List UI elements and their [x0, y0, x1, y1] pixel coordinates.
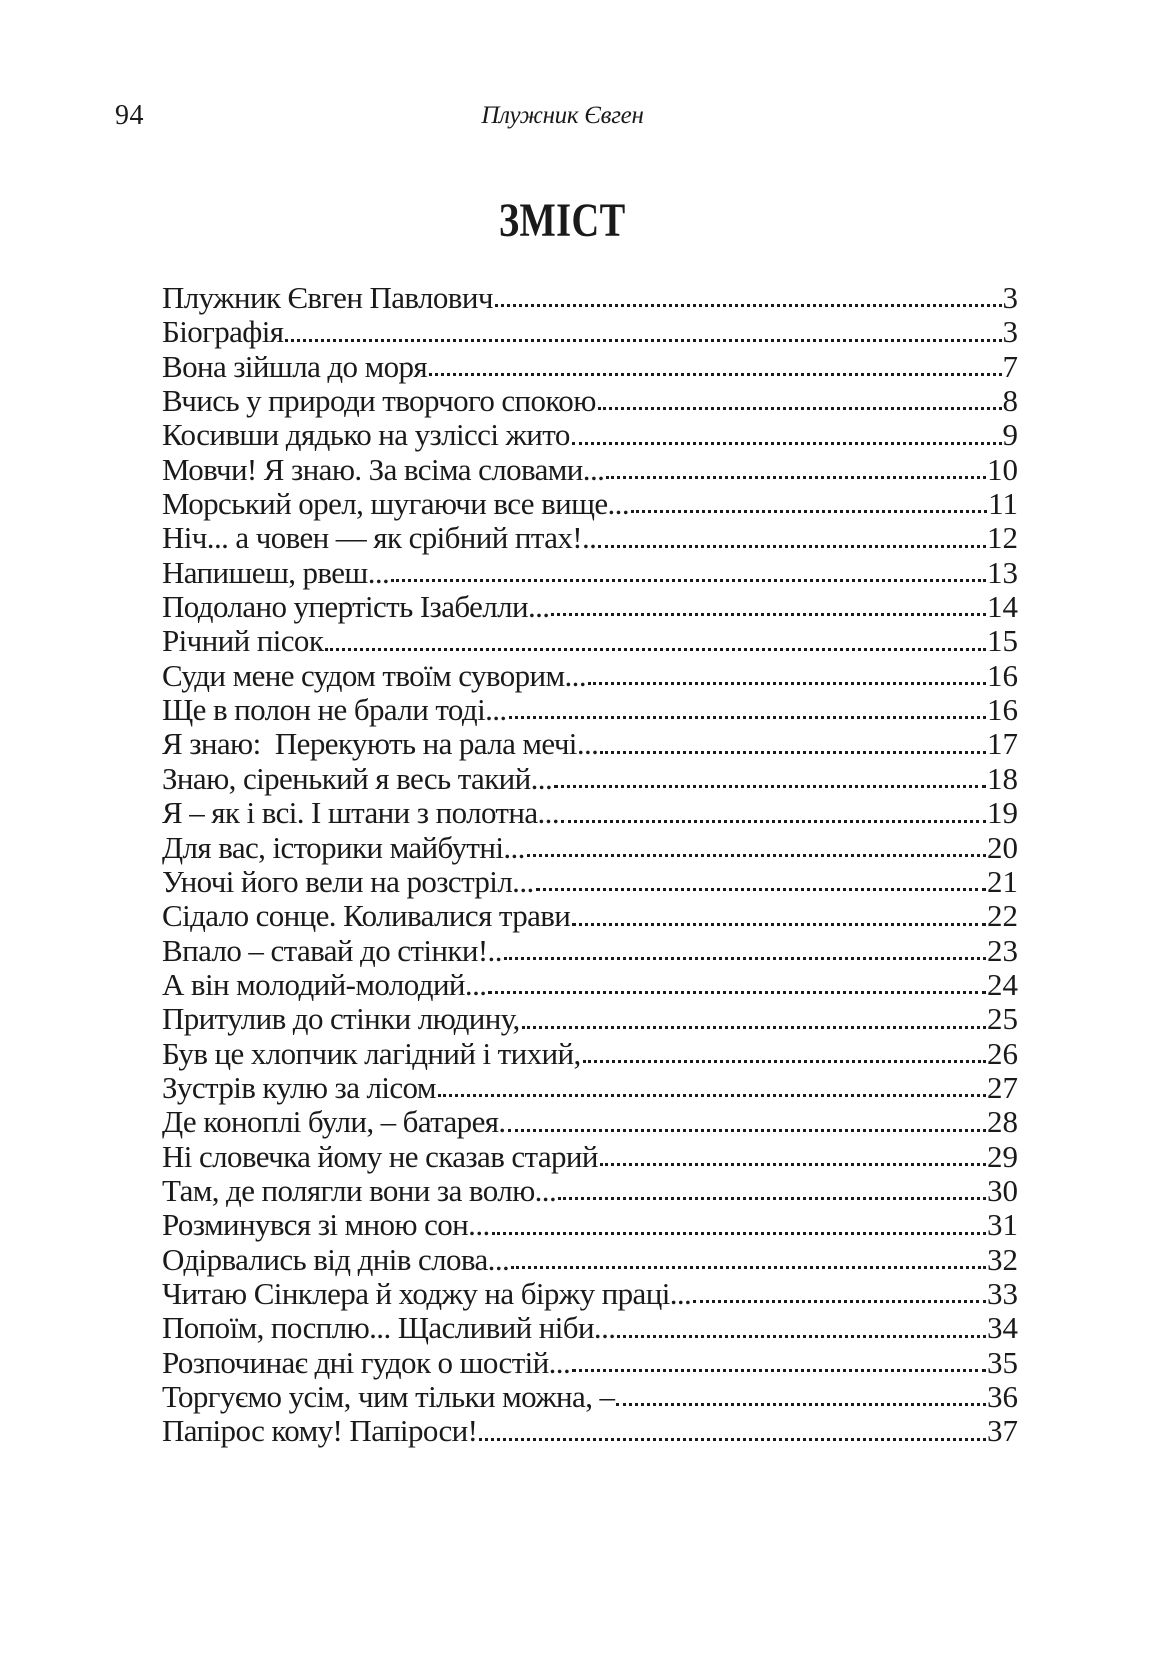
toc-list — [162, 281, 1018, 1449]
toc-entry-page: 11 — [988, 486, 1018, 522]
toc-heading — [162, 196, 962, 246]
dot-leader — [606, 476, 986, 479]
toc-entry-title: Торгуємо усім, чим тільки можна, – — [162, 1379, 615, 1414]
toc-entry-title: Сідало сонце. Коливалися трави — [162, 898, 571, 934]
toc-entry-title: Косивши дядько на узліссі жито — [162, 417, 570, 453]
toc-entry-title: Попоїм, посплю... Щасливий ніби... — [162, 1310, 616, 1346]
running-header — [115, 100, 1010, 136]
dot-leader — [598, 545, 986, 548]
toc-entry-title: Подолано упертість Ізабелли... — [162, 589, 550, 625]
toc-entry-page: 20 — [987, 829, 1018, 865]
toc-entry-title: Суди мене судом твоїм суворим... — [162, 657, 586, 693]
toc-entry-title: Я знаю: Перекують на рала мечі... — [162, 726, 599, 762]
toc-entry — [162, 968, 1018, 1002]
dot-leader — [572, 1369, 986, 1372]
toc-entry-title: Одірвались від днів слова... — [162, 1241, 510, 1277]
toc-entry-title: Читаю Сінклера й ходжу на біржу праці... — [162, 1275, 692, 1311]
toc-entry-page: 9 — [1002, 417, 1018, 453]
toc-entry-title: Там, де полягли вони за волю... — [162, 1172, 557, 1208]
toc-entry — [162, 1140, 1018, 1174]
dot-leader — [598, 407, 1002, 410]
toc-entry — [162, 1105, 1018, 1139]
toc-entry-page: 23 — [987, 932, 1018, 968]
dot-leader — [325, 648, 986, 651]
dot-leader — [588, 682, 986, 685]
toc-entry — [162, 831, 1018, 865]
running-title: Плужник Євген — [481, 102, 644, 129]
toc-entry-page: 16 — [987, 692, 1018, 728]
toc-entry-title: Притулив до стінки людину, — [162, 1001, 520, 1037]
toc-entry — [162, 1002, 1018, 1036]
dot-leader — [554, 785, 986, 788]
toc-entry-page: 25 — [987, 1001, 1018, 1037]
toc-entry-page: 32 — [987, 1241, 1018, 1277]
toc-entry — [162, 384, 1018, 418]
toc-entry — [162, 487, 1018, 521]
toc-entry — [162, 1346, 1018, 1380]
toc-entry-page: 21 — [987, 863, 1018, 899]
toc-entry — [162, 1414, 1018, 1448]
dot-leader — [536, 888, 986, 891]
toc-entry-page: 37 — [987, 1413, 1018, 1449]
dot-leader — [479, 1438, 986, 1441]
toc-entry-page: 36 — [987, 1379, 1018, 1414]
toc-entry-title: Для вас, історики майбутні... — [162, 829, 525, 865]
toc-entry-page: 10 — [987, 451, 1018, 487]
toc-entry-title: Вчись у природи творчого спокою — [162, 383, 596, 419]
toc-entry-title: А він молодий-молодий... — [162, 966, 487, 1002]
toc-entry — [162, 556, 1018, 590]
folio-page-number: 94 — [115, 100, 144, 131]
dot-leader — [504, 957, 986, 960]
toc-entry — [162, 590, 1018, 624]
toc-entry — [162, 659, 1018, 693]
toc-entry-page: 30 — [987, 1172, 1018, 1208]
dot-leader — [600, 1163, 986, 1166]
toc-entry-page: 29 — [987, 1138, 1018, 1174]
toc-entry-page: 28 — [987, 1104, 1018, 1140]
dot-leader — [509, 716, 986, 719]
dot-leader — [527, 854, 986, 857]
toc-entry-title: Напишеш, рвеш... — [162, 554, 390, 590]
toc-entry-title: Уночі його вели на розстріл... — [162, 863, 534, 899]
toc-entry-page: 31 — [987, 1207, 1018, 1243]
toc-entry-page: 18 — [987, 760, 1018, 796]
dot-leader — [551, 613, 986, 616]
toc-entry — [162, 1277, 1018, 1311]
toc-entry — [162, 1243, 1018, 1277]
toc-entry-title: Розминувся зі мною сон... — [162, 1207, 490, 1243]
toc-entry-page: 15 — [987, 623, 1018, 659]
toc-entry-page: 14 — [987, 589, 1018, 625]
dot-leader — [617, 1335, 986, 1338]
toc-entry-title: Був це хлопчик лагідний і тихий, — [162, 1035, 581, 1071]
dot-leader — [600, 751, 986, 754]
toc-entry — [162, 418, 1018, 452]
toc-entry-title: Плужник Євген Павлович — [162, 280, 493, 315]
toc-entry-title: Ще в полон не брали тоді... — [162, 692, 507, 728]
toc-entry-title: Знаю, сіренький я весь такий... — [162, 760, 553, 796]
dot-leader — [492, 1232, 986, 1235]
toc-entry-page: 22 — [987, 898, 1018, 934]
toc-heading-text: ЗМІСТ — [498, 194, 626, 247]
toc-entry-page: 24 — [987, 966, 1018, 1002]
toc-entry-title: Вона зійшла до моря — [162, 348, 428, 384]
dot-leader — [495, 304, 1002, 307]
dot-leader — [391, 579, 986, 582]
toc-entry-page: 13 — [987, 554, 1018, 590]
toc-entry-title: Мовчи! Я знаю. За всіма словами... — [162, 451, 605, 487]
toc-entry-page: 27 — [987, 1069, 1018, 1105]
dot-leader — [508, 1129, 986, 1132]
toc-entry — [162, 1311, 1018, 1345]
toc-entry — [162, 281, 1018, 315]
toc-entry-page: 34 — [987, 1310, 1018, 1346]
dot-leader — [572, 442, 1002, 445]
dot-leader — [285, 339, 1001, 342]
dot-leader — [631, 510, 987, 513]
toc-entry — [162, 315, 1018, 349]
toc-entry — [162, 521, 1018, 555]
toc-entry — [162, 1380, 1018, 1414]
toc-entry-title: Я – як і всі. І штани з полотна... — [162, 795, 559, 831]
toc-entry-title: Розпочинає дні гудок о шостій... — [162, 1344, 571, 1380]
dot-leader — [429, 373, 1001, 376]
toc-entry-page: 19 — [987, 795, 1018, 831]
toc-entry — [162, 899, 1018, 933]
toc-entry-page: 17 — [987, 726, 1018, 762]
toc-entry — [162, 865, 1018, 899]
toc-entry-page: 26 — [987, 1035, 1018, 1071]
toc-entry-title: Ніч... а човен — як срібний птах!.. — [162, 520, 597, 556]
toc-entry — [162, 1071, 1018, 1105]
dot-leader — [693, 1300, 986, 1303]
dot-leader — [572, 923, 986, 926]
toc-entry-title: Ні словечка йому не сказав старий — [162, 1138, 598, 1174]
toc-entry-page: 35 — [987, 1344, 1018, 1380]
toc-entry — [162, 624, 1018, 658]
dot-leader — [583, 1060, 986, 1063]
toc-entry-page: 3 — [1002, 280, 1018, 315]
dot-leader — [488, 991, 986, 994]
dot-leader — [561, 820, 986, 823]
toc-entry-title: Річний пісок — [162, 623, 324, 659]
toc-entry-title: Біографія — [162, 314, 284, 350]
toc-entry — [162, 934, 1018, 968]
dot-leader — [511, 1266, 986, 1269]
toc-entry-title: Зустрів кулю за лісом — [162, 1069, 436, 1105]
dot-leader — [522, 1026, 986, 1029]
toc-entry-title: Впало – ставай до стінки!.. — [162, 932, 502, 968]
toc-entry — [162, 350, 1018, 384]
dot-leader — [438, 1094, 986, 1097]
toc-entry — [162, 1174, 1018, 1208]
toc-entry — [162, 762, 1018, 796]
toc-entry-page: 12 — [987, 520, 1018, 556]
toc-entry — [162, 727, 1018, 761]
toc-entry-title: Папірос кому! Папіроси! — [162, 1413, 478, 1449]
toc-entry-title: Де коноплі були, – батарея. — [162, 1104, 506, 1140]
dot-leader — [616, 1403, 986, 1406]
toc-entry — [162, 1208, 1018, 1242]
toc-entry-page: 16 — [987, 657, 1018, 693]
toc-entry — [162, 796, 1018, 830]
toc-entry-title: Морський орел, шугаючи все вище... — [162, 486, 629, 522]
dot-leader — [558, 1197, 986, 1200]
toc-entry — [162, 693, 1018, 727]
toc-entry-page: 33 — [987, 1275, 1018, 1311]
toc-entry-page: 3 — [1002, 314, 1018, 350]
toc-entry — [162, 1037, 1018, 1071]
toc-entry-page: 8 — [1002, 383, 1018, 419]
toc-entry-page: 7 — [1002, 348, 1018, 384]
toc-entry — [162, 453, 1018, 487]
